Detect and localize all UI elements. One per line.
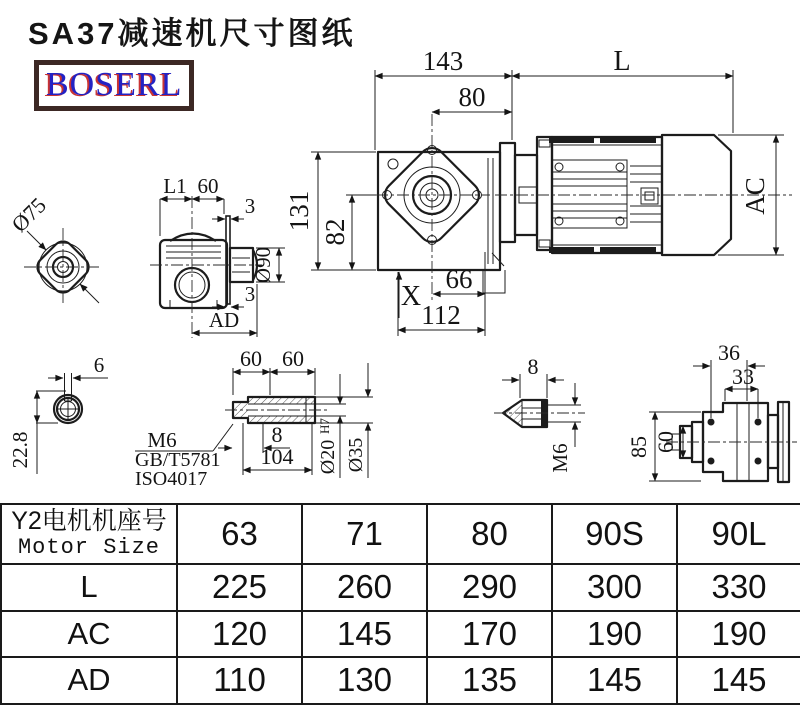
dim-143: 143 — [422, 46, 464, 76]
dim-104: 104 — [260, 444, 294, 469]
column-header: 63 — [177, 504, 302, 564]
dim-36: 36 — [718, 340, 740, 365]
table-cell: 145 — [677, 657, 800, 704]
table-cell: 130 — [302, 657, 427, 704]
dim-X: X — [400, 281, 422, 312]
dim-112: 112 — [421, 300, 461, 330]
label-thread-m6: M6 — [147, 428, 177, 452]
dim-3-top: 3 — [244, 194, 256, 218]
main-view — [284, 46, 792, 336]
dim-L: L — [613, 46, 631, 77]
side-view-dimensions — [626, 340, 765, 481]
dim-d20-tolerance: H7 — [317, 418, 332, 434]
dim-82: 82 — [320, 218, 350, 246]
dim-d35: Ø35 — [345, 437, 367, 473]
shaft-end-view — [494, 354, 585, 473]
dim-8-end: 8 — [527, 354, 539, 379]
label-std-iso: ISO4017 — [135, 468, 208, 490]
hollow-shaft-view — [135, 346, 373, 490]
table-cell: 300 — [552, 564, 677, 610]
dim-3-bottom: 3 — [244, 282, 256, 306]
dim-6: 6 — [93, 353, 105, 377]
dim-d90: Ø90 — [251, 246, 275, 284]
table-cell: 135 — [427, 657, 552, 704]
table-cell: 120 — [177, 611, 302, 657]
dim-80: 80 — [458, 82, 486, 112]
table-row — [1, 564, 800, 610]
dim-33: 33 — [732, 364, 754, 389]
table-row — [1, 657, 800, 704]
motor-size-header-en: Motor Size — [17, 534, 161, 560]
dim-85: 85 — [626, 436, 651, 458]
column-header: 90L — [677, 504, 800, 564]
dim-d75: Ø75 — [6, 192, 51, 237]
side-view — [626, 340, 797, 482]
dim-60-top: 60 — [197, 174, 219, 198]
dim-60-left: 60 — [240, 346, 262, 371]
table-cell: 110 — [177, 657, 302, 704]
table-cell: 225 — [177, 564, 302, 610]
dim-AD: AD — [208, 308, 240, 332]
table-row — [1, 504, 800, 564]
dim-22-8: 22.8 — [8, 431, 32, 469]
table-row — [1, 611, 800, 657]
motor-size-header-cn: Y2电机机座号 — [11, 506, 167, 535]
dim-60-side: 60 — [653, 431, 678, 453]
top-view-dimensions — [160, 174, 285, 337]
table-cell: 190 — [552, 611, 677, 657]
table-cell: 260 — [302, 564, 427, 610]
flange-view — [6, 192, 102, 306]
dim-60-right: 60 — [282, 346, 304, 371]
table-cell: 330 — [677, 564, 800, 610]
column-header: 90S — [552, 504, 677, 564]
page-title: SA37减速机尺寸图纸 — [28, 16, 356, 51]
table-cell: 145 — [552, 657, 677, 704]
dim-8: 8 — [271, 422, 283, 447]
boserl-logo-text: BOSERL — [46, 66, 183, 103]
dim-m6-end: M6 — [548, 443, 572, 473]
table-cell: 290 — [427, 564, 552, 610]
table-cell: 145 — [302, 611, 427, 657]
column-header: 71 — [302, 504, 427, 564]
main-view-dimensions — [284, 46, 784, 336]
dim-131: 131 — [284, 190, 314, 232]
dim-L1: L1 — [163, 174, 187, 198]
label-std-gb: GB/T5781 — [135, 449, 221, 471]
column-header: 80 — [427, 504, 552, 564]
top-view — [150, 174, 285, 338]
row-label: AC — [1, 611, 177, 657]
dim-AC: AC — [740, 177, 770, 215]
key-section-view — [8, 353, 108, 474]
dim-66: 66 — [445, 264, 473, 294]
row-label: L — [1, 564, 177, 610]
row-label: AD — [1, 657, 177, 704]
dim-d20: Ø20 — [317, 439, 339, 475]
table-cell: 190 — [677, 611, 800, 657]
motor-size-header-cell — [1, 504, 177, 564]
dimension-table — [0, 503, 800, 705]
table-cell: 170 — [427, 611, 552, 657]
